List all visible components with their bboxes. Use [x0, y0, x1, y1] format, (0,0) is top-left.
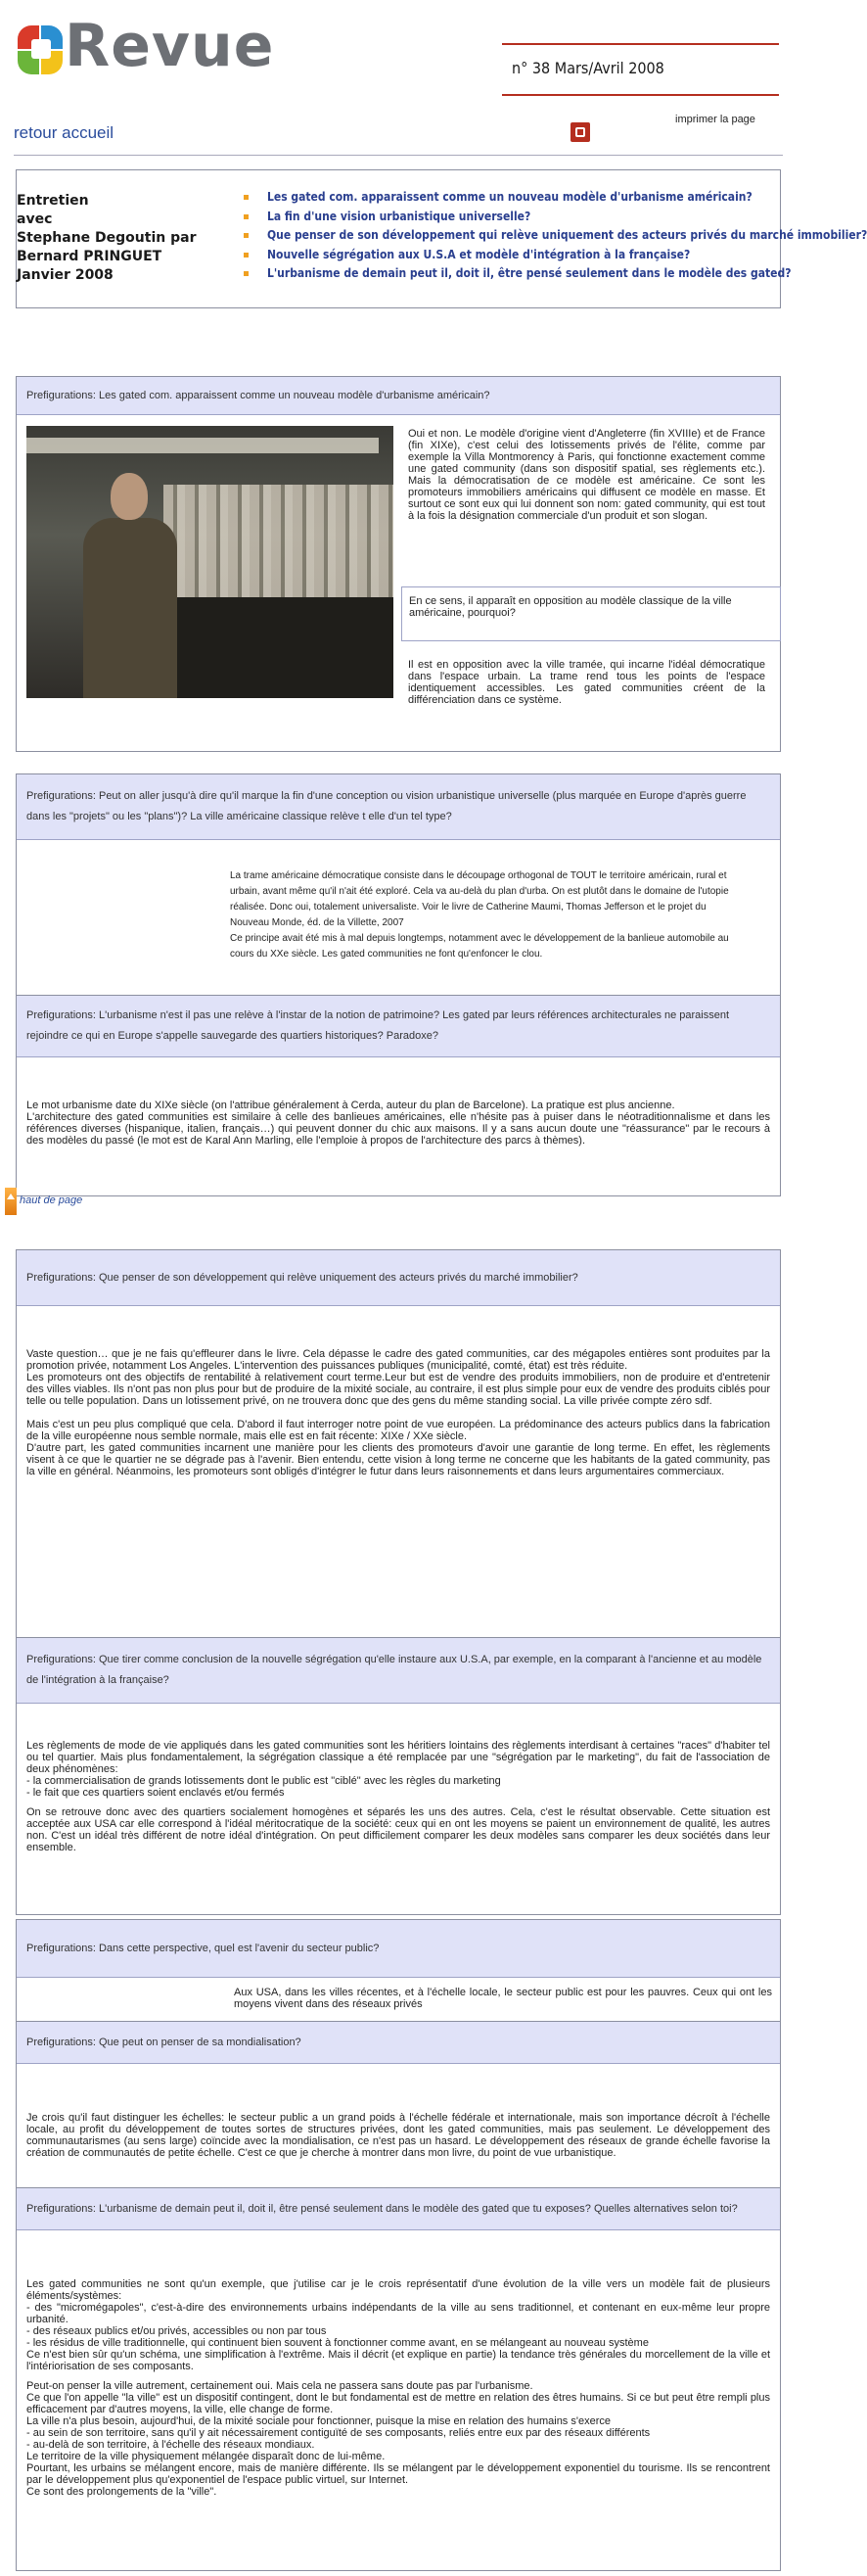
- bullet-icon: [244, 253, 249, 258]
- divider: [14, 155, 783, 156]
- question-bar: Prefigurations: Que peut on penser de sa mondialisation?: [17, 2022, 780, 2064]
- arrow-up-icon[interactable]: [5, 1188, 17, 1215]
- bullet-icon: [244, 214, 249, 219]
- section-7: [16, 2021, 781, 2189]
- answer-text: [26, 2278, 770, 2498]
- answer-line: L'architecture des gated communities est similaire à celle des banlieues américaines, elle n'hésite pas à puiser dans le néotraditionnalisme et dans les références diverses (hispanique, italien, français…) qui peuvent donner du chic aux maisons. Il y a sans aucun doute une "réassurance" par le recours à des modèles du passé (le mot est de Karal Ann Marling, elle l'emploie à propos de l'architecture des parcs à thèmes).: [26, 1111, 770, 1147]
- toc-link[interactable]: Nouvelle ségrégation aux U.S.A et modèle d'intégration à la française?: [267, 247, 691, 261]
- answer-line: - au sein de son territoire, sans qu'il y ait nécessairement contiguïté de ses composants, reliés entre eux par des réseaux différents: [26, 2427, 651, 2439]
- answer-line: Les gated communities ne sont qu'un exemple, que j'utilise car je le crois représentatif d'une évolution de la ville vers un modèle fait de plusieurs éléments/systèmes:: [26, 2278, 770, 2302]
- answer-line: - la commercialisation de grands lotissements dont le public est "ciblé" avec les règles du marketing: [26, 1775, 501, 1787]
- toc-box: [16, 169, 867, 308]
- answer-text: Je crois qu'il faut distinguer les échelles: le secteur public a un grand poids à l'échelle fédérale et internationale, mais son importance décroît à l'échelle locale, au profit du développement de toutes sortes de structures privées, dont les gated communities, mais pas seulement. Le développement des communautarismes (au sens large) coïncide avec la mondialisation, ce n'est pas un hasard. Le développement des réseaux de grande échelle favorise la création de communautés de petite échelle. C'est ce que je cherche à montrer dans mon livre, du point de vue urbanistique.: [26, 2112, 770, 2159]
- question-bar: Prefigurations: L'urbanisme n'est il pas une relève à l'instar de la notion de patrimoine? Les gated par leurs références architecturales ne paraissent rejoindre ce qui en Europe s'appelle sauvegarde des quartiers historiques? Paradoxe?: [17, 996, 780, 1057]
- question-bar: Prefigurations: Les gated com. apparaissent comme un nouveau modèle d'urbanisme américain?: [17, 377, 780, 415]
- answer-line: La trame américaine démocratique consiste dans le découpage orthogonal de TOUT le territoire américain, rural et: [230, 870, 727, 881]
- toc-item[interactable]: [242, 248, 780, 267]
- section-6: [16, 1919, 781, 2023]
- back-to-top-link[interactable]: haut de page: [20, 1194, 83, 1206]
- answer-text: Il est en opposition avec la ville tramée, qui incarne l'idéal démocratique dans l'espace urbain. La trame rend tous les points de l'espace identiquement accessibles. Les gated communities créent de la différenciation dans ce système.: [408, 659, 765, 706]
- answer-line: Nouveau Monde, éd. de la Villette, 2007: [230, 917, 404, 928]
- answer-text: [26, 1348, 770, 1477]
- revue-logo[interactable]: [16, 12, 275, 80]
- answer-line: - des "micromégapoles", c'est-à-dire des environnements urbains indépendants de la ville au sens traditionnel, et contenant en eux-même leur propre urbanité.: [26, 2302, 770, 2325]
- section-4: [16, 1249, 781, 1639]
- section-8: [16, 2187, 781, 2571]
- bullet-icon: [244, 233, 249, 238]
- bullet-icon: [244, 195, 249, 200]
- answer-line: Ce n'est bien sûr qu'un schéma, une simplification à l'extrême. Mais il décrit (et explique en partie) la tendance très générales du morcellement de la ville et l'intériorisation de ses composants.: [26, 2349, 770, 2372]
- answer-line: On se retrouve donc avec des quartiers socialement homogènes et séparés les uns des autres. Cela, c'est le résultat observable. Cette situation est acceptée aux USA car elle correspond à l'idéal méritocratique de la société: ceux qui en ont les moyens se paient un environnement de qualité, les autres non. C'est un idéal très différent de notre idéal d'intégration. On peut difficilement comparer les deux modèles sans comparer les deux sociétés dans leur ensemble.: [26, 1806, 770, 1853]
- answer-line: Les promoteurs ont des objectifs de rentabilité à relativement court terme.Leur but est de vendre des produits immobiliers, non de produire et d'entretenir des villes viables. Ils n'ont pas non plus pour but de produire de la mixité sociale, au contraire, il est plus simple pour eux de vendre des produits ciblés pour telle ou telle population. Dans un lotissement privé, on ne trouvera donc que des gens du même standing social. La ville privée compte zéro sdf.: [26, 1372, 770, 1407]
- answer-line: D'autre part, les gated communities incarnent une manière pour les clients des promoteurs d'avoir une garantie de long terme. En effet, les règlements visent à ce que le quartier ne se dégrade pas à l'avenir. Bien entendu, cette vision à long terme ne concerne que les habitants de la gated community, pas la ville en général. Néanmoins, les promoteurs sont obligés d'intégrer le futur dans leurs raisonnements et dans leurs argumentaires commerciaux.: [26, 1442, 770, 1477]
- sub-question-box: [401, 586, 781, 641]
- answer-line: Ce que l'on appelle "la ville" est un dispositif contingent, dont le but fondamental est de mettre en relation des êtres humains. Si ce but peut être rempli plus efficacement par d'autres moyens, la ville, elle change de forme.: [26, 2392, 770, 2415]
- section-5: [16, 1637, 781, 1915]
- answer-line: La ville n'a plus besoin, aujourd'hui, de la mixité sociale pour fonctionner, puisque la mise en relation des humains s'exerce: [26, 2415, 611, 2427]
- back-home-link[interactable]: retour accueil: [14, 123, 114, 142]
- author-photo: [26, 426, 393, 698]
- interview-byline: [17, 192, 222, 285]
- sub-question: En ce sens, il apparaît en opposition au modèle classique de la ville américaine, pourquoi?: [409, 595, 732, 619]
- byline-line: Stephane Degoutin par: [17, 230, 197, 246]
- answer-line: Pourtant, les urbains se mélangent encore, mais de manière différente. Ils se mélangent par le développement exponentiel du tourisme. Ils se rencontrent par le développement plus qu'exponentiel de l'espace public virtuel, sur Internet.: [26, 2462, 770, 2486]
- answer-line: - au-delà de son territoire, à l'échelle des réseaux mondiaux.: [26, 2439, 315, 2451]
- answer-line: Vaste question… que je ne fais qu'effleurer dans le livre. Cela dépasse le cadre des gated communities, car des mégapoles entières sont produites par la promotion privée, notamment Los Angeles. L'intervention des puissances publiques (municipalité, comté, état) est très réduite.: [26, 1348, 770, 1372]
- answer-line: Mais c'est un peu plus compliqué que cela. D'abord il faut interroger notre point de vue européen. La prédominance des acteurs publics dans la fabrication de la ville européenne nous semble normale, mais elle est en fait récente: XIXe / XXe siècle.: [26, 1419, 770, 1442]
- bullet-icon: [244, 271, 249, 276]
- byline-line: Bernard PRINGUET: [17, 249, 162, 264]
- question-bar: Prefigurations: Peut on aller jusqu'à dire qu'il marque la fin d'une conception ou vision urbanistique universelle (plus marquée en Europe d'après guerre dans les "projets" ou les "plans")? La ville américaine classique relève t elle d'un tel type?: [17, 774, 780, 840]
- question-bar: Prefigurations: Dans cette perspective, quel est l'avenir du secteur public?: [17, 1920, 780, 1978]
- section-3: [16, 995, 781, 1196]
- toc-item[interactable]: [242, 190, 780, 210]
- answer-text: Aux USA, dans les villes récentes, et à l'échelle locale, le secteur public est pour les pauvres. Ceux qui ont les moyens vivent dans des réseaux privés: [234, 1987, 772, 2010]
- answer-text: [26, 1100, 770, 1147]
- answer-line: cours du XXe siècle. Les gated communities ne font qu'enfoncer le clou.: [230, 949, 543, 960]
- answer-text: [230, 868, 773, 962]
- logo-text: Revue: [65, 12, 275, 80]
- answer-line: Ce sont des prolongements de la "ville".: [26, 2486, 217, 2498]
- byline-line: Entretien: [17, 193, 89, 209]
- toc-link[interactable]: Que penser de son développement qui relève uniquement des acteurs privés du marché immobilier?: [267, 228, 867, 242]
- answer-line: Les règlements de mode de vie appliqués dans les gated communities sont les héritiers lointains des règlements interdisant à certaines "races" d'habiter tel ou tel quartier. Mais plus fondamentalement, la ségrégation classique a été remplacée par une "ségrégation par le marketing", du fait de l'association de deux phénomènes:: [26, 1740, 770, 1775]
- answer-line: urbain, avant même qu'il n'ait été exploré. Cela va au-delà du plan d'urba. On est plutôt dans le domaine de l'utopie: [230, 886, 729, 897]
- answer-line: Ce principe avait été mis à mal depuis longtemps, notamment avec le développement de la banlieue automobile au: [230, 933, 729, 944]
- toc-item[interactable]: [242, 266, 792, 286]
- toc-link[interactable]: L'urbanisme de demain peut il, doit il, être pensé seulement dans le modèle des gated?: [267, 266, 792, 280]
- section-1: [16, 376, 781, 752]
- answer-line: Le territoire de la ville physiquement mélangée disparaît donc de lui-même.: [26, 2451, 386, 2462]
- question-bar: Prefigurations: Que tirer comme conclusion de la nouvelle ségrégation qu'elle instaure aux U.S.A, par exemple, en la comparant à l'ancienne et au modèle de l'intégration à la française?: [17, 1638, 780, 1704]
- answer-line: Peut-on penser la ville autrement, certainement oui. Mais cela ne passera sans doute pas par l'urbanisme.: [26, 2380, 533, 2392]
- byline-line: Janvier 2008: [17, 267, 114, 283]
- toc-link[interactable]: La fin d'une vision urbanistique universelle?: [267, 209, 531, 223]
- answer-line: réalisée. Donc oui, totalement universaliste. Voir le livre de Catherine Maumi, Thomas Jefferson et le projet du: [230, 902, 707, 913]
- answer-line: - des réseaux publics et/ou privés, accessibles ou non par tous: [26, 2325, 327, 2337]
- section-2: [16, 773, 781, 997]
- answer-line: - les résidus de ville traditionnelle, qui continuent bien souvent à fonctionner comme avant, en se mélangeant au nouveau système: [26, 2337, 649, 2349]
- issue-box: [502, 43, 779, 96]
- question-bar: Prefigurations: L'urbanisme de demain peut il, doit il, être pensé seulement dans le modèle des gated que tu exposes? Quelles alternatives selon toi?: [17, 2188, 780, 2230]
- issue-number: n° 38 Mars/Avril 2008: [512, 59, 664, 77]
- answer-line: - le fait que ces quartiers soient enclavés et/ou fermés: [26, 1787, 285, 1799]
- toc-item[interactable]: [242, 228, 867, 248]
- answer-text: [26, 1740, 770, 1853]
- question-bar: Prefigurations: Que penser de son développement qui relève uniquement des acteurs privés du marché immobilier?: [17, 1250, 780, 1306]
- print-page-link[interactable]: imprimer la page: [675, 114, 755, 125]
- print-icon[interactable]: [570, 122, 590, 142]
- toc-item[interactable]: [242, 210, 780, 229]
- answer-text: Oui et non. Le modèle d'origine vient d'Angleterre (fin XVIIIe) et de France (fin XIXe), c'est celui des lotissements privés de l'élite, comme par exemple la Villa Montmorency à Paris, qui fonctionne exactement comme une gated community (dans son dispositif spatial, ses règlements etc.). Mais la démocratisation de ce modèle est américaine. Ce sont les promoteurs immobiliers américains qui diffusent ce modèle en masse. Et surtout ce sont eux qui lui donnent son nom: gated community, qui est tout à la fois la désignation commerciale d'un produit et son slogan.: [408, 428, 765, 522]
- logo-square-icon: [16, 22, 65, 76]
- byline-line: avec: [17, 211, 53, 227]
- toc-link[interactable]: Les gated com. apparaissent comme un nouveau modèle d'urbanisme américain?: [267, 190, 753, 204]
- toc-list: [242, 190, 867, 286]
- answer-line: Le mot urbanisme date du XIXe siècle (on l'attribue généralement à Cerda, auteur du plan de Barcelone). La pratique est plus ancienne.: [26, 1100, 675, 1111]
